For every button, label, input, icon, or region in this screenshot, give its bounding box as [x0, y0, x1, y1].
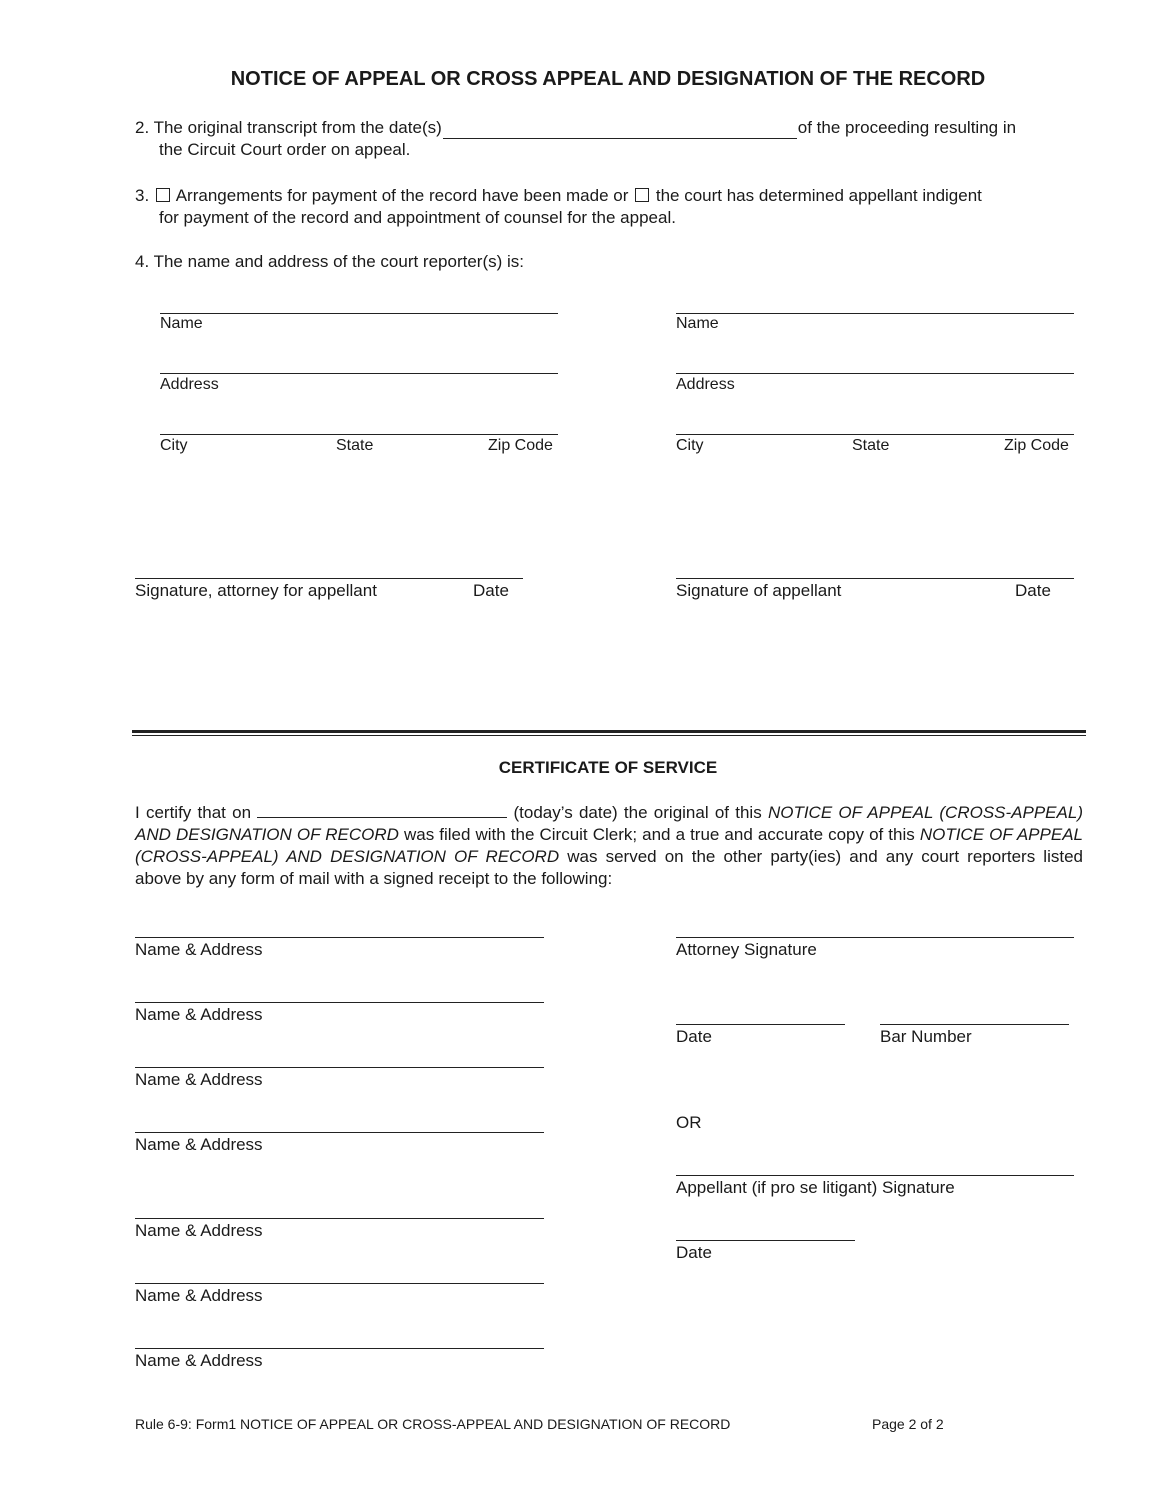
appellant-signature-label: Signature of appellant — [676, 581, 842, 600]
service-name-address-3: Name & Address — [135, 1070, 263, 1089]
payment-arranged-checkbox[interactable] — [156, 188, 170, 202]
item-3-line2: for payment of the record and appointment of counsel for the appeal. — [159, 208, 676, 227]
service-line-5[interactable] — [135, 1218, 544, 1219]
reporter2-state-label: State — [852, 437, 890, 454]
item-2-line2: the Circuit Court order on appeal. — [159, 140, 411, 159]
or-label: OR — [676, 1113, 702, 1132]
service-line-3[interactable] — [135, 1067, 544, 1068]
service-line-6[interactable] — [135, 1283, 544, 1284]
reporter2-zip-label: Zip Code — [1004, 437, 1069, 454]
reporter1-zip-label: Zip Code — [488, 437, 553, 454]
service-line-1[interactable] — [135, 937, 544, 938]
certificate-text-4: was filed with the Circuit Clerk; and a true and accurate copy of this — [403, 825, 915, 844]
certificate-heading: CERTIFICATE OF SERVICE — [498, 758, 718, 777]
reporter2-address-line[interactable] — [676, 373, 1074, 374]
certificate-text-5: NOTICE OF APPEAL (CROSS-APPEAL) AND DESIGNATION OF RECORD — [135, 825, 1083, 866]
appellant-date-service-label: Date — [676, 1243, 712, 1262]
reporter1-name-label: Name — [160, 315, 203, 332]
reporter1-state-label: State — [336, 437, 374, 454]
reporter2-city-line[interactable] — [676, 434, 1074, 435]
bar-number-line[interactable] — [880, 1024, 1069, 1025]
indigent-checkbox[interactable] — [635, 188, 649, 202]
service-date-field[interactable] — [257, 803, 507, 818]
item-2-suffix: of the proceeding resulting in — [797, 118, 1017, 137]
section-divider — [132, 730, 1086, 733]
item-3-part2: the court has determined appellant indigent — [655, 186, 982, 205]
certificate-text-1: I certify that on — [135, 803, 252, 822]
attorney-date-label: Date — [473, 581, 509, 600]
attorney-signature-service-line[interactable] — [676, 937, 1074, 938]
service-name-address-7: Name & Address — [135, 1351, 263, 1370]
service-line-7[interactable] — [135, 1348, 544, 1349]
reporter2-name-line[interactable] — [676, 313, 1074, 314]
item-4: 4. The name and address of the court reporter(s) is: — [135, 252, 524, 271]
item-3-number: 3. — [135, 186, 150, 205]
service-line-4[interactable] — [135, 1132, 544, 1133]
appellant-pro-se-signature-label: Appellant (if pro se litigant) Signature — [676, 1178, 955, 1197]
service-name-address-1: Name & Address — [135, 940, 263, 959]
attorney-date-line[interactable] — [676, 1024, 845, 1025]
attorney-date-service-label: Date — [676, 1027, 712, 1046]
item-2 — [135, 117, 1083, 161]
service-name-address-4: Name & Address — [135, 1135, 263, 1154]
section-divider-thin — [132, 735, 1086, 736]
reporter1-name-line[interactable] — [160, 313, 558, 314]
item-2-prefix: 2. The original transcript from the date(s) — [135, 118, 442, 137]
reporter2-name-label: Name — [676, 315, 719, 332]
attorney-signature-service-label: Attorney Signature — [676, 940, 817, 959]
service-line-2[interactable] — [135, 1002, 544, 1003]
page-title: NOTICE OF APPEAL OR CROSS APPEAL AND DESIGNATION OF THE RECORD — [230, 68, 986, 90]
attorney-signature-line[interactable] — [135, 578, 523, 579]
reporter1-city-line[interactable] — [160, 434, 558, 435]
reporter1-city-label: City — [160, 437, 188, 454]
footer-form-id: Rule 6-9: Form1 NOTICE OF APPEAL OR CROSS-APPEAL AND DESIGNATION OF RECORD — [135, 1416, 731, 1432]
appellant-signature-line[interactable] — [676, 578, 1074, 579]
appellant-pro-se-signature-line[interactable] — [676, 1175, 1074, 1176]
footer-page-number: Page 2 of 2 — [872, 1416, 944, 1432]
certificate-text-3: NOTICE OF APPEAL (CROSS-APPEAL) AND DESIGNATION OF RECORD — [135, 803, 1083, 844]
reporter1-address-label: Address — [160, 376, 219, 393]
service-name-address-6: Name & Address — [135, 1286, 263, 1305]
appellant-date-label: Date — [1015, 581, 1051, 600]
reporter2-city-label: City — [676, 437, 704, 454]
certificate-paragraph — [135, 802, 1083, 890]
certificate-text-2: (today’s date) the original of this — [513, 803, 762, 822]
reporter1-address-line[interactable] — [160, 373, 558, 374]
attorney-signature-label: Signature, attorney for appellant — [135, 581, 377, 600]
item-3 — [135, 185, 1083, 229]
service-name-address-2: Name & Address — [135, 1005, 263, 1024]
appellant-date-line[interactable] — [676, 1240, 855, 1241]
service-name-address-5: Name & Address — [135, 1221, 263, 1240]
transcript-dates-field[interactable] — [443, 122, 797, 139]
bar-number-label: Bar Number — [880, 1027, 972, 1046]
certificate-text-6: was served on the other party(ies) and any court reporters listed above by any form of mail with a signed receipt to the following: — [135, 847, 1083, 888]
item-3-part1: Arrangements for payment of the record have been made or — [175, 186, 629, 205]
reporter2-address-label: Address — [676, 376, 735, 393]
